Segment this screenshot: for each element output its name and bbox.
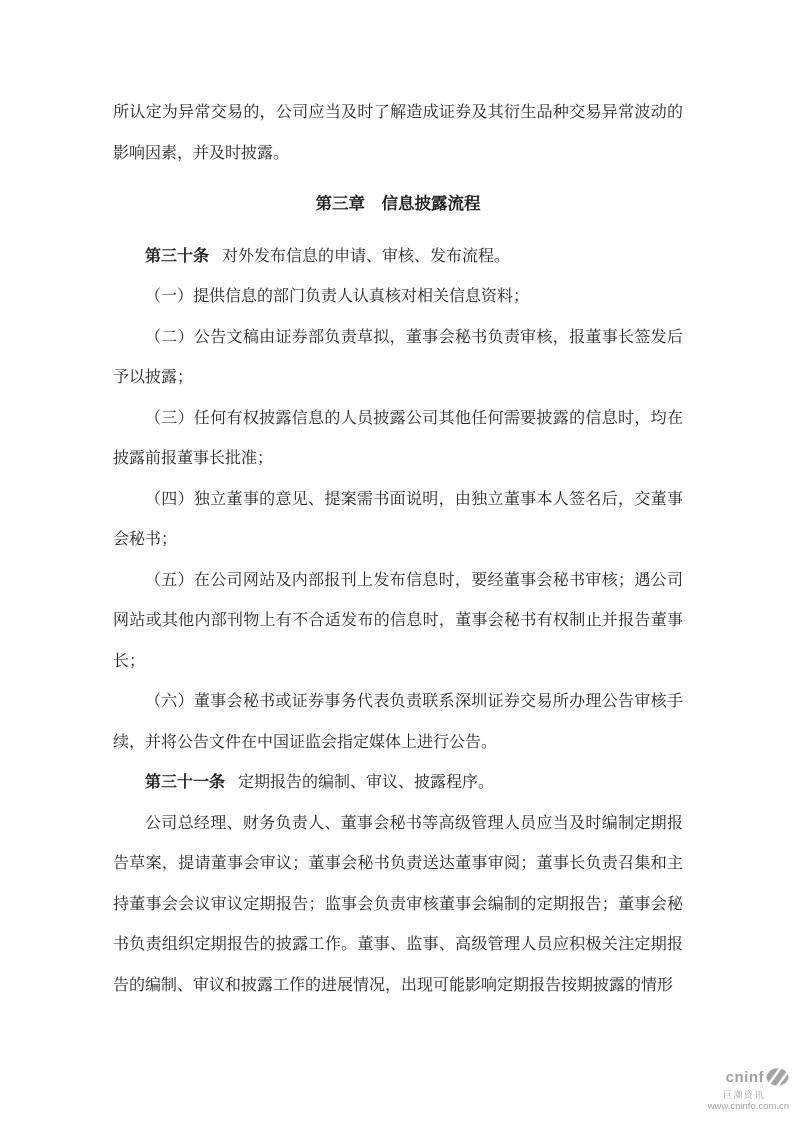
cninfo-watermark [708,1068,789,1112]
article-31-text: 定期报告的编制、审议、披露程序。 [238,774,495,791]
watermark-brand-text: cninf [725,1069,764,1086]
watermark-url: www.cninfo.com.cn [707,1101,789,1112]
article-30-text: 对外发布信息的申请、审核、发布流程。 [222,247,511,265]
clause-6-paragraph: （六）董事会秘书或证券事务代表负责联系深圳证券交易所办理公告审核手续，并将公告文件在中国证监会指定媒体上进行公告。 [113,693,683,751]
clause-1-paragraph: （一）提供信息的部门负责人认真核对相关信息资料； [145,288,530,305]
clause-2-paragraph: （二）公告文稿由证券部负责草拟，董事会秘书负责审核，报董事长签发后予以披露； [113,328,683,386]
periodic-report-paragraph: 公司总经理、财务负责人、董事会秘书等高级管理人员应当及时编制定期报告草案，提请董事会审议；董事会秘书负责送达董事审阅；董事长负责召集和主持董事会会议审议定期报告；监事会负责审核董事会编制的定期报告；董事会秘书负责组织定期报告的披露工作。董事、监事、高级管理人员应积极关注定期报告的编制、审议和披露工作的进展情况，出现可能影响定期报告按期披露的情形 [113,814,683,994]
article-30-paragraph [113,237,683,278]
cninfo-swirl-icon [766,1068,789,1089]
article-31-number: 第三十一条 [145,774,226,791]
clause-3-paragraph: （三）任何有权披露信息的人员披露公司其他任何需要披露的信息时，均在披露前报董事长批准； [113,409,683,467]
article-31-paragraph [113,763,683,804]
watermark-chinese-name: 巨潮资讯 [722,1090,765,1100]
continuation-paragraph: 所认定为异常交易的，公司应当及时了解造成证券及其衍生品种交易异常波动的影响因素，并及时披露。 [113,104,683,162]
clause-4-paragraph: （四）独立董事的意见、提案需书面说明，由独立董事本人签名后，交董事会秘书； [113,490,683,548]
clause-5-paragraph: （五）在公司网站及内部报刊上发布信息时，要经董事会秘书审核；遇公司网站或其他内部刊物上有不合适发布的信息时，董事会秘书有权制止并报告董事长； [113,571,683,670]
chapter-heading: 第三章 信息披露流程 [315,194,481,213]
article-30-number: 第三十条 [145,247,210,265]
document-body [113,93,683,1006]
watermark-brand-row [708,1068,789,1089]
